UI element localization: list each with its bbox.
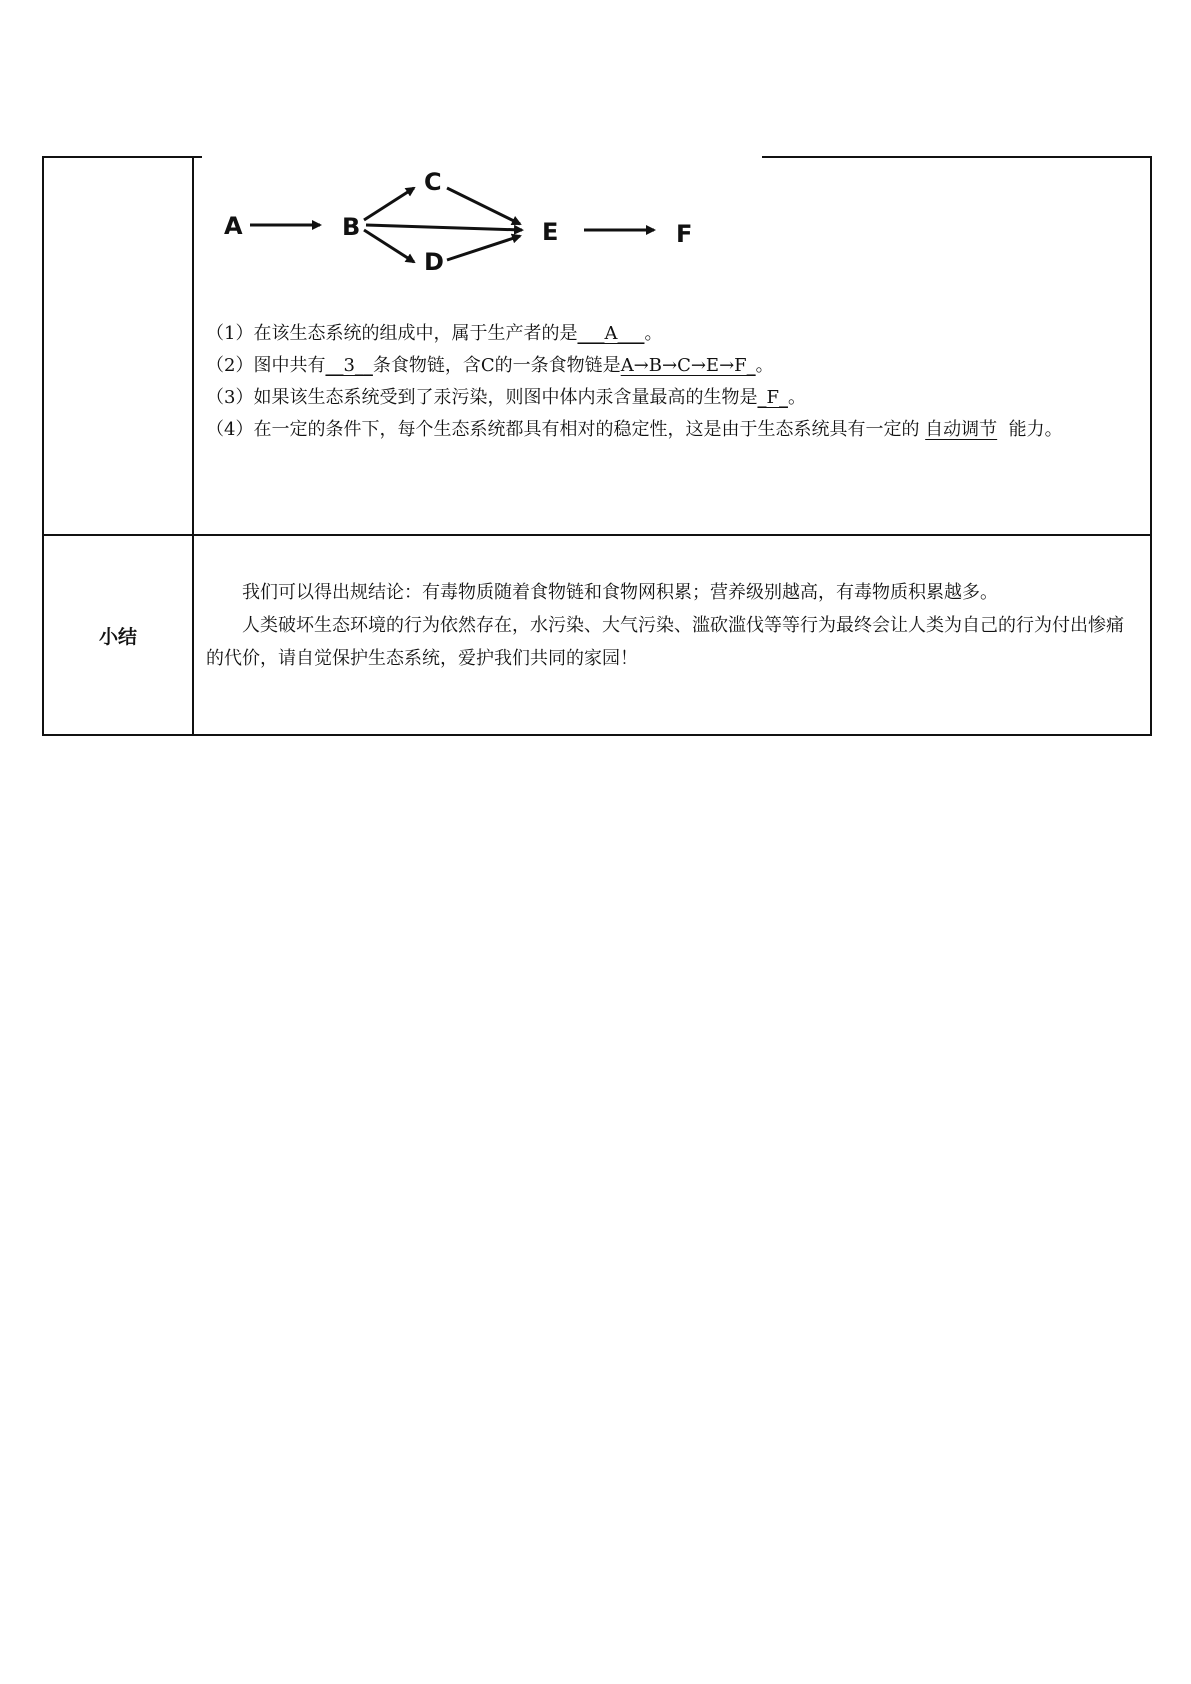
node-f: F (676, 220, 693, 248)
question-1: （1）在该生态系统的组成中，属于生产者的是___A___。 (206, 323, 663, 344)
answer-2b: A→B→C→E→F_ (620, 355, 756, 376)
question-3: （3）如果该生态系统受到了汞污染，则图中体内汞含量最高的生物是_F_。 (206, 387, 806, 408)
arrow-b-c (364, 188, 414, 220)
question-2: （2）图中共有__3__条食物链，含C的一条食物链是A→B→C→E→F_。 (206, 355, 774, 376)
question-list (206, 318, 1140, 446)
exercise-row (43, 157, 1151, 535)
food-web-diagram (202, 160, 762, 290)
question-4: （4）在一定的条件下，每个生态系统都具有相对的稳定性，这是由于生态系统具有一定的 自动调节 能力。 (206, 419, 1063, 440)
answer-2a: __3__ (325, 355, 373, 376)
node-b: B (342, 213, 361, 241)
summary-content-cell (193, 535, 1151, 735)
exercise-content-cell (193, 157, 1151, 535)
answer-3: _F_ (757, 387, 788, 408)
summary-label: 小结 (43, 535, 193, 735)
node-d: D (424, 248, 444, 276)
arrow-b-e (366, 225, 522, 230)
summary-paragraph-1: 我们可以得出规结论：有毒物质随着食物链和食物网积累；营养级别越高，有毒物质积累越多。 (242, 582, 998, 603)
node-a: A (224, 212, 243, 240)
arrow-b-d (364, 230, 414, 262)
answer-4: 自动调节 (925, 419, 998, 440)
lesson-table (42, 156, 1152, 736)
node-c: C (424, 168, 442, 196)
summary-row (43, 535, 1151, 735)
answer-1: ___A___ (577, 323, 645, 344)
exercise-label-cell (43, 157, 193, 535)
summary-text (194, 536, 1150, 675)
arrow-d-e (447, 236, 520, 260)
summary-paragraph-2: 人类破坏生态环境的行为依然存在，水污染、大气污染、滥砍滥伐等等行为最终会让人类为自己的行为付出惨痛的代价，请自觉保护生态系统，爱护我们共同的家园！ (206, 615, 1124, 669)
arrow-c-e (447, 188, 520, 224)
node-e: E (542, 218, 559, 246)
